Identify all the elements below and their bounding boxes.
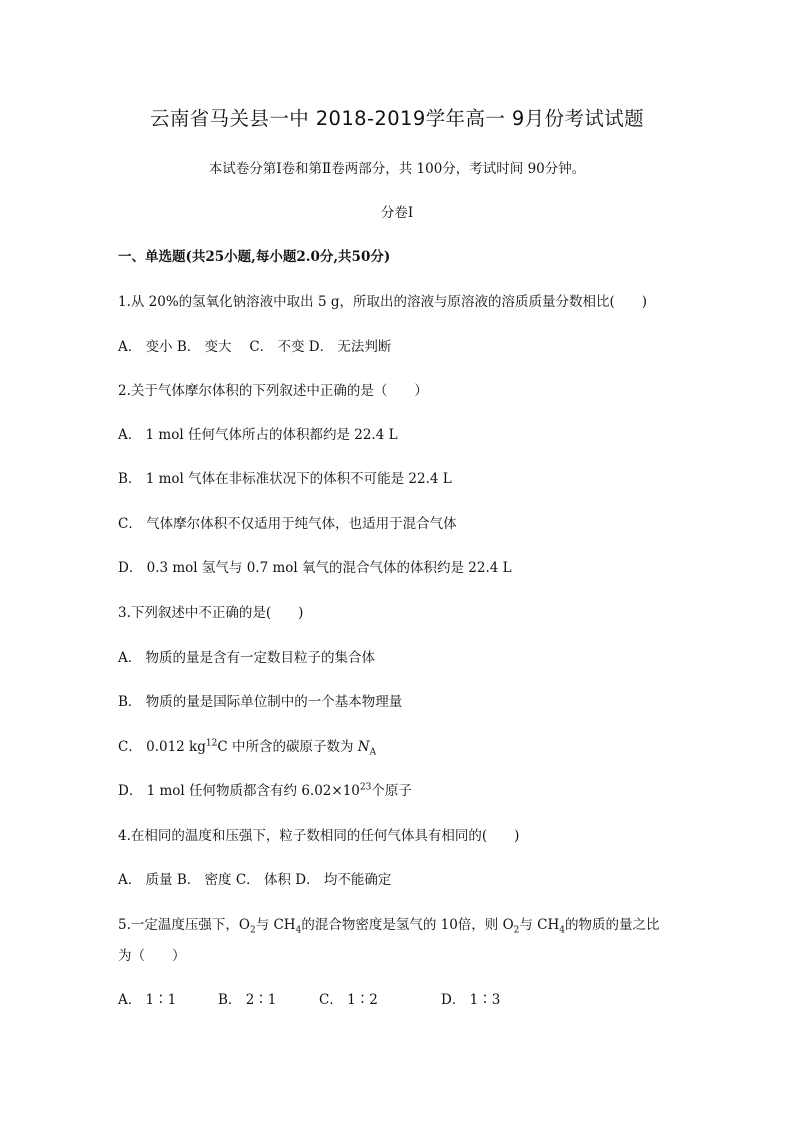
question-2-option-a: A． 1 mol 任何气体所占的体积都约是 22.4 L	[118, 427, 398, 443]
q3c-prefix: C． 0.012 kg	[118, 739, 206, 755]
q5-text-4: 与 CH	[519, 917, 560, 933]
q5-sub-4: 4	[559, 925, 566, 936]
q3d-suffix: 个原子	[371, 783, 412, 799]
avogadro-symbol: N	[357, 739, 370, 755]
q5-text-3: 的混合物密度是氢气的 10倍，则 O	[301, 917, 514, 933]
q3c-middle: C 中所含的碳原子数为	[217, 739, 358, 755]
q3c-isotope-sup: 12	[205, 738, 218, 749]
question-2-option-c: C． 气体摩尔体积不仅适用于纯气体，也适用于混合气体	[118, 516, 457, 532]
q5-sub-1: 2	[249, 925, 256, 936]
question-5-stem	[118, 916, 660, 934]
question-4-options: A． 质量 B． 密度 C． 体积 D． 均不能确定	[118, 872, 392, 888]
question-5-stem-continued: 为（ ）	[118, 948, 186, 964]
q5-text-1: 5.一定温度压强下，O	[118, 917, 250, 933]
question-1-stem: 1.从 20%的氢氧化钠溶液中取出 5 g，所取出的溶液与原溶液的溶质质量分数相比( )	[118, 294, 648, 310]
q3d-prefix: D． 1 mol 任何物质都含有约 6.02×10	[118, 783, 360, 799]
avogadro-sub: A	[369, 747, 377, 758]
question-2-option-d: D． 0.3 mol 氢气与 0.7 mol 氧气的混合气体的体积约是 22.4 L	[118, 560, 512, 576]
question-3-option-c	[118, 738, 376, 756]
question-4-stem: 4.在相同的温度和压强下，粒子数相同的任何气体具有相同的( )	[118, 828, 520, 844]
question-2-stem: 2.关于气体摩尔体积的下列叙述中正确的是（ ）	[118, 383, 428, 399]
q5-option-c: C． 1∶2	[319, 992, 378, 1008]
q5-text-5: 的物质的量之比	[565, 917, 660, 933]
question-3-stem: 3.下列叙述中不正确的是( )	[118, 605, 304, 621]
question-3-option-b: B． 物质的量是国际单位制中的一个基本物理量	[118, 694, 403, 710]
q5-sub-2: 4	[295, 925, 302, 936]
question-5-options	[118, 991, 500, 1009]
part-heading: 分卷I	[380, 205, 414, 221]
question-1-options: A． 变小 B． 变大 C． 不变 D． 无法判断	[118, 339, 392, 355]
q3d-exponent: 23	[359, 782, 372, 793]
question-3-option-d	[118, 782, 412, 800]
question-2-option-b: B． 1 mol 气体在非标准状况下的体积不可能是 22.4 L	[118, 471, 452, 487]
section-heading: 一、单选题(共25小题,每小题2.0分,共50分)	[118, 249, 391, 265]
q5-text-2: 与 CH	[255, 917, 296, 933]
exam-intro: 本试卷分第Ⅰ卷和第Ⅱ卷两部分，共 100分，考试时间 90分钟。	[208, 161, 586, 177]
q5-sub-3: 2	[513, 925, 520, 936]
question-3-option-a: A． 物质的量是含有一定数目粒子的集合体	[118, 650, 376, 666]
q5-option-b: B． 2∶1	[218, 992, 277, 1008]
q5-option-a: A． 1∶1	[118, 992, 177, 1008]
exam-title: 云南省马关县一中 2018-2019学年高一 9月份考试试题	[149, 107, 645, 130]
q5-option-d: D． 1∶3	[441, 992, 501, 1008]
